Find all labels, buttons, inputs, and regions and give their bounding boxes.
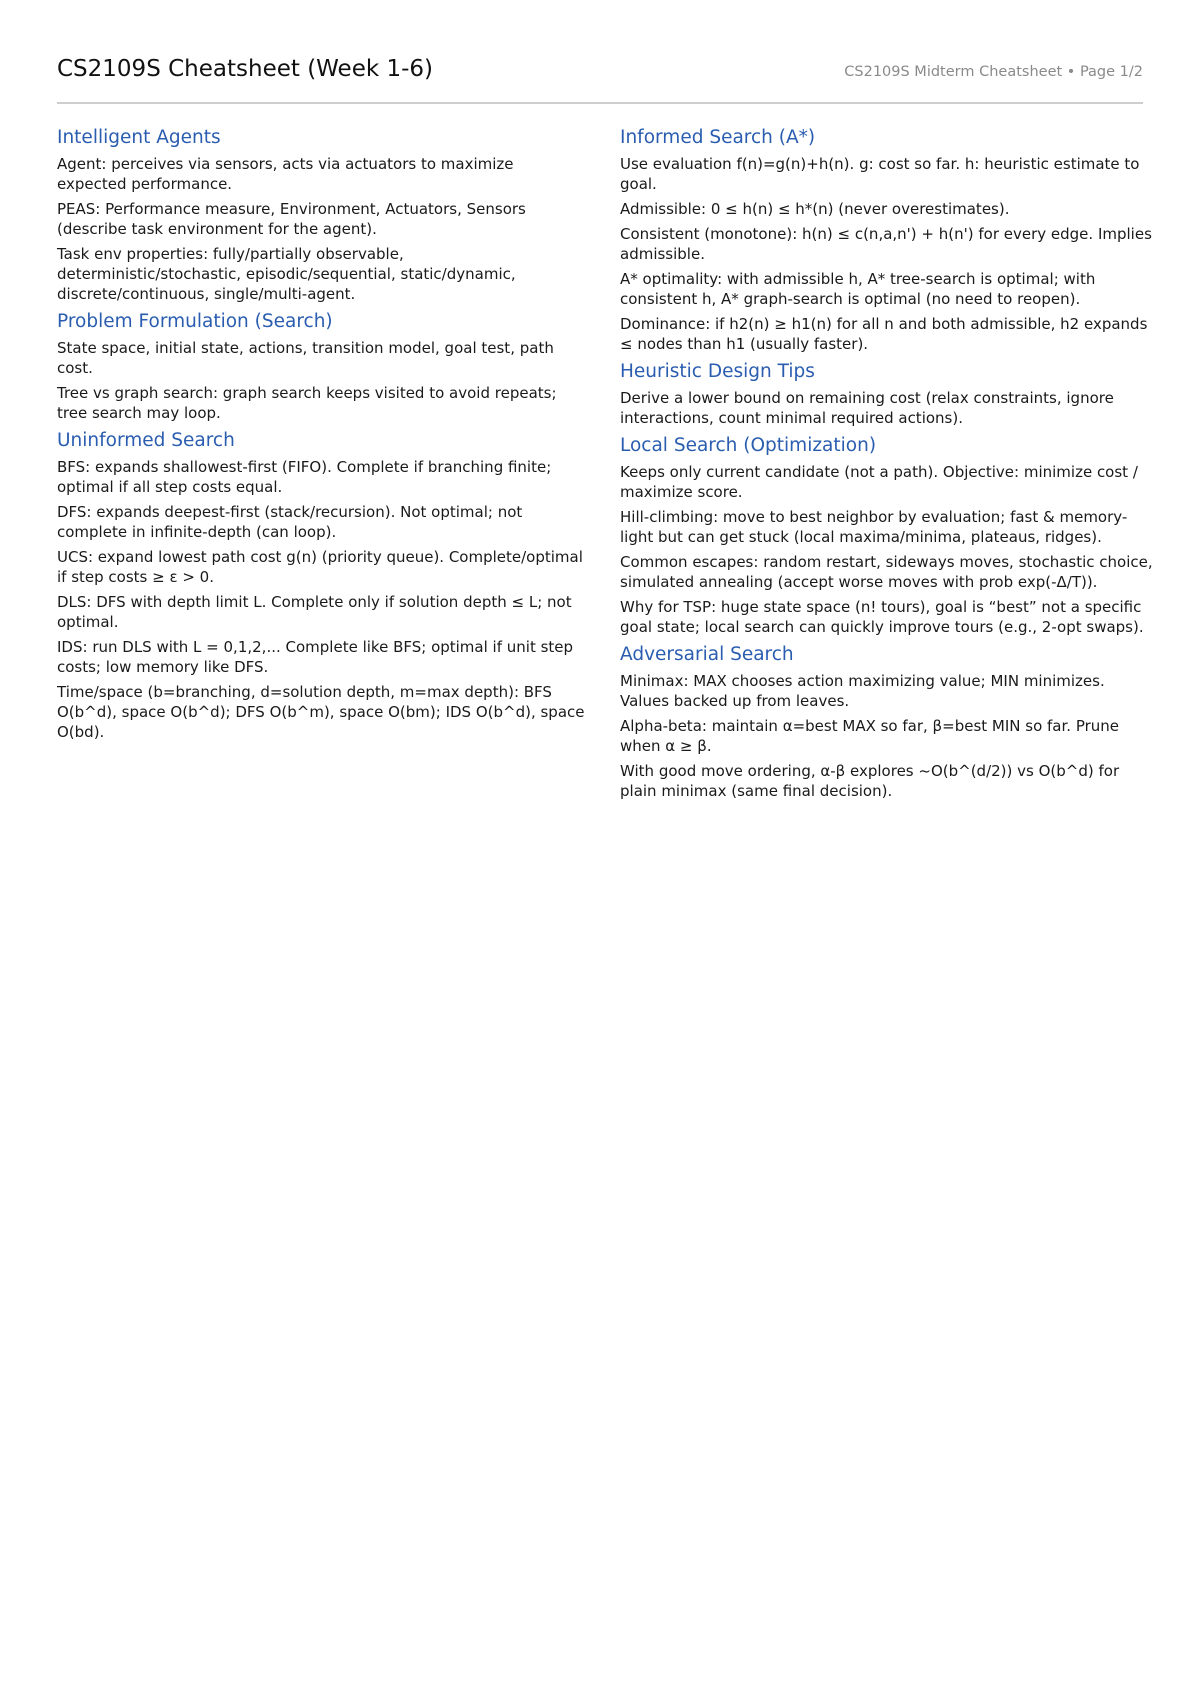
section-heading: Problem Formulation (Search) xyxy=(57,311,333,332)
section-uninformed-search xyxy=(57,428,587,742)
section-paragraph: BFS: expands shallowest-first (FIFO). Complete if branching finite; optimal if all step costs equal. xyxy=(57,458,552,496)
section-paragraph: Hill-climbing: move to best neighbor by evaluation; fast & memory-light but can get stuck (local maxima/minima, plateaus, ridges). xyxy=(620,508,1128,546)
section-paragraph: With good move ordering, α-β explores ~O(b^(d/2)) vs O(b^d) for plain minimax (same final decision). xyxy=(620,762,1120,800)
section-paragraph: Common escapes: random restart, sideways moves, stochastic choice, simulated annealing (accept worse moves with prob exp(-Δ/T)). xyxy=(620,553,1153,591)
section-paragraph: Alpha-beta: maintain α=best MAX so far, β=best MIN so far. Prune when α ≥ β. xyxy=(620,717,1120,755)
section-problem-formulation xyxy=(57,309,587,423)
section-heading: Heuristic Design Tips xyxy=(620,361,815,382)
left-column xyxy=(57,125,587,747)
section-heading: Intelligent Agents xyxy=(57,127,221,148)
right-column xyxy=(620,125,1153,806)
section-paragraph: Tree vs graph search: graph search keeps visited to avoid repeats; tree search may loop. xyxy=(57,384,557,422)
section-paragraph: Why for TSP: huge state space (n! tours), goal is “best” not a specific goal state; local search can quickly improve tours (e.g., 2-opt swaps). xyxy=(620,598,1144,636)
section-adversarial-search xyxy=(620,642,1153,801)
section-paragraph: Admissible: 0 ≤ h(n) ≤ h*(n) (never overestimates). xyxy=(620,200,1010,218)
document-title: CS2109S Cheatsheet (Week 1-6) xyxy=(57,56,434,82)
section-intelligent-agents xyxy=(57,125,587,304)
section-paragraph: IDS: run DLS with L = 0,1,2,... Complete like BFS; optimal if unit step costs; low memory like DFS. xyxy=(57,638,574,676)
page-header xyxy=(57,52,1143,104)
section-heuristic-design-tips xyxy=(620,359,1153,428)
section-paragraph: Agent: perceives via sensors, acts via actuators to maximize expected performance. xyxy=(57,155,514,193)
section-heading: Local Search (Optimization) xyxy=(620,435,877,456)
section-informed-search xyxy=(620,125,1153,354)
page-meta: CS2109S Midterm Cheatsheet • Page 1/2 xyxy=(844,64,1143,80)
section-paragraph: UCS: expand lowest path cost g(n) (priority queue). Complete/optimal if step costs ≥ ε > 0. xyxy=(57,548,583,586)
section-paragraph: Minimax: MAX chooses action maximizing value; MIN minimizes. Values backed up from leaves. xyxy=(620,672,1105,710)
section-paragraph: Consistent (monotone): h(n) ≤ c(n,a,n') + h(n') for every edge. Implies admissible. xyxy=(620,225,1152,263)
section-paragraph: Use evaluation f(n)=g(n)+h(n). g: cost so far. h: heuristic estimate to goal. xyxy=(620,155,1140,193)
section-heading: Adversarial Search xyxy=(620,644,794,665)
section-heading: Informed Search (A*) xyxy=(620,127,816,148)
section-paragraph: Time/space (b=branching, d=solution depth, m=max depth): BFS O(b^d), space O(b^d); DFS O(b^m), space O(bm); IDS O(b^d), space O(bd). xyxy=(57,683,585,741)
section-paragraph: DFS: expands deepest-first (stack/recursion). Not optimal; not complete in infinite-depth (can loop). xyxy=(57,503,523,541)
section-paragraph: DLS: DFS with depth limit L. Complete only if solution depth ≤ L; not optimal. xyxy=(57,593,572,631)
section-paragraph: Derive a lower bound on remaining cost (relax constraints, ignore interactions, count minimal required actions). xyxy=(620,389,1114,427)
section-local-search xyxy=(620,433,1153,637)
section-paragraph: State space, initial state, actions, transition model, goal test, path cost. xyxy=(57,339,554,377)
section-paragraph: PEAS: Performance measure, Environment, Actuators, Sensors (describe task environment for the agent). xyxy=(57,200,526,238)
section-heading: Uninformed Search xyxy=(57,430,235,451)
section-paragraph: Keeps only current candidate (not a path). Objective: minimize cost / maximize score. xyxy=(620,463,1138,501)
section-paragraph: A* optimality: with admissible h, A* tree-search is optimal; with consistent h, A* graph-search is optimal (no need to reopen). xyxy=(620,270,1096,308)
section-paragraph: Task env properties: fully/partially observable, deterministic/stochastic, episodic/sequential, static/dynamic, discrete/continuous, single/multi-agent. xyxy=(57,245,516,303)
section-paragraph: Dominance: if h2(n) ≥ h1(n) for all n and both admissible, h2 expands ≤ nodes than h1 (usually faster). xyxy=(620,315,1148,353)
